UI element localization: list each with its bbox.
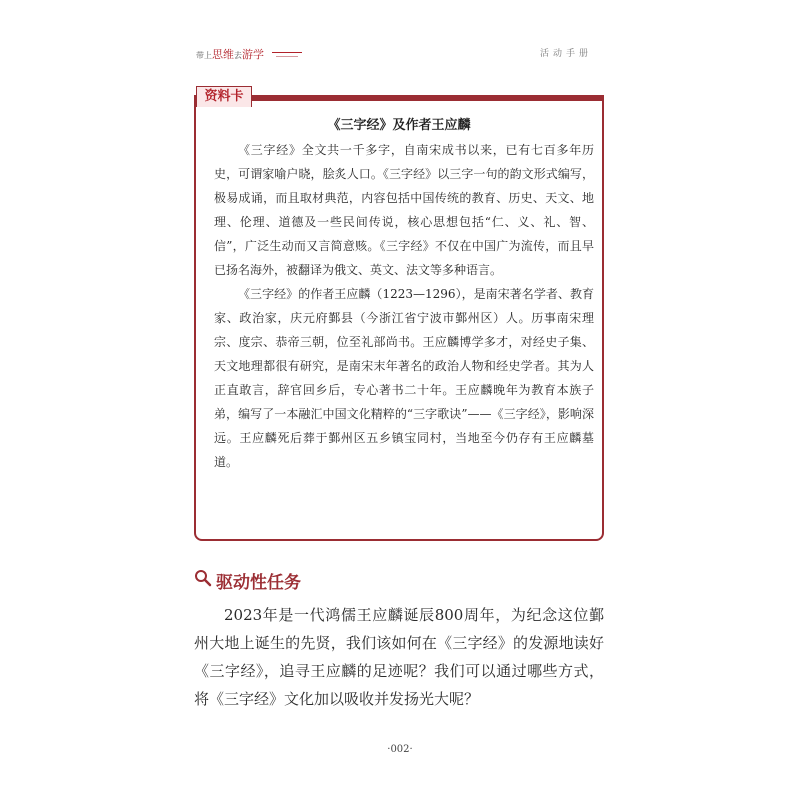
info-card-title: 《三字经》及作者王应麟 [327, 118, 471, 133]
task-heading [194, 568, 301, 593]
info-card-tab: 资料卡 [196, 86, 252, 107]
task-heading-text: 驱动性任务 [216, 573, 301, 593]
header-mid: 去 [234, 51, 242, 60]
task-paragraph: 2023年是一代鸿儒王应麟诞辰800周年，为纪念这位鄞州大地上诞生的先贤，我们该如何在《三字经》的发源地读好《三字经》，追寻王应麟的足迹呢？我们可以通过哪些方式，将《三字经》文化加以吸收并发扬光大呢？ [194, 606, 604, 708]
header-highlight-1: 思维 [212, 48, 234, 61]
card-paragraph: 《三字经》全文共一千多字，自南宋成书以来，已有七百多年历史，可谓家喻户晓，脍炙人口。《三字经》以三字一句的韵文形式编写，极易成诵，而且取材典范，内容包括中国传统的教育、历史、天文、地理、伦理、道德及一些民间传说，核心思想包括“仁、义、礼、智、信”，广泛生动而又言简意赅。《三字经》不仅在中国广为流传，而且早已扬名海外，被翻译为俄文、英文、法文等多种语言。 [214, 143, 594, 277]
magnifier-icon [194, 569, 212, 592]
info-card-body [214, 138, 594, 474]
header-highlight-2: 游学 [242, 48, 264, 61]
header-rule [272, 52, 302, 53]
task-body [194, 601, 604, 713]
page-number: ·002· [387, 744, 413, 755]
card-paragraph: 《三字经》的作者王应麟（1223—1296），是南宋著名学者、教育家、政治家，庆元府鄞县（今浙江省宁波市鄞州区）人。历事南宋理宗、度宗、恭帝三朝，位至礼部尚书。王应麟博学多才，对经史子集、天文地理都很有研究，是南宋末年著名的政治人物和经史学者。其为人正直敢言，辞官回乡后，专心著书二十年。王应麟晚年为教育本族子弟，编写了一本融汇中国文化精粹的“三字歌诀”——《三字经》，影响深远。王应麟死后葬于鄞州区五乡镇宝同村，当地至今仍存有王应麟墓道。 [214, 287, 594, 469]
section-header: 活动手册 [540, 49, 593, 59]
header-rule-secondary [276, 56, 298, 57]
running-header [196, 46, 264, 62]
header-prefix: 带上 [196, 51, 212, 60]
